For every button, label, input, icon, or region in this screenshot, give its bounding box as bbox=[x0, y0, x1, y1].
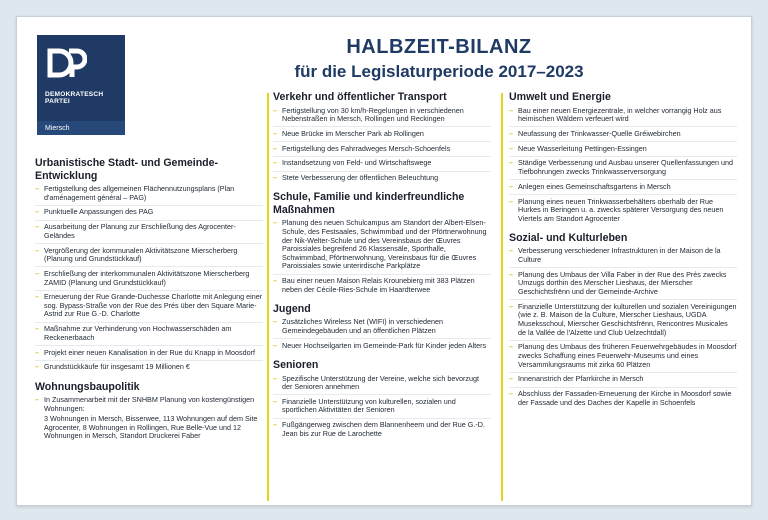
list-item-text: Stete Verbesserung der öffentlichen Beleuchtung bbox=[282, 173, 439, 183]
list-item-text: Planung des neuen Schulcampus am Standort der Albert-Elsen-Schule, des Festsaales, Schwimmbad und der Pförtnerwohnung der Nik-Welter-Schule und des Vereinsbaus der Œuvres Paroissiales begreifend 26 Klassensäle, Sporthalle, Schwimmbad, Pförtnerwohnung, Vereinsbaus für die Œuvres Paroissiales sowie unterirdische Parkplätze bbox=[282, 218, 487, 271]
logo-location: Miersch bbox=[45, 125, 70, 132]
list-item bbox=[509, 159, 737, 180]
list-item bbox=[273, 342, 491, 353]
list-item bbox=[35, 293, 263, 322]
column-2 bbox=[273, 91, 491, 447]
list-item-text: Maßnahme zur Verhinderung von Hochwasserschäden am Reckenerbaach bbox=[44, 324, 232, 342]
list-item bbox=[35, 223, 263, 244]
section-title: Senioren bbox=[273, 359, 319, 371]
list-item bbox=[509, 390, 737, 410]
list-item-detail: 3 Wohnungen in Mersch, Bisserwee, 113 Wohnungen auf dem Site Agrocenter, 8 Wohnungen in Rollingen, Rue Belle-Vue und 12 Wohnungen in Mersch, Standort Druckerei Faber bbox=[44, 414, 258, 441]
list-item-text: Planung des Umbaus der Villa Faber in der Rue des Prés zwecks Umzugs dorthin des Merscher Lieshaus, der Mierscher Geschichtsfrënn und der Gemeinde-Archive bbox=[518, 269, 727, 297]
list-item bbox=[509, 107, 737, 128]
list-item-text: Bau einer neuen Maison Relais Krounebierg mit 383 Plätzen neben der Cécile-Ries-Schule im Haardterwee bbox=[282, 276, 475, 294]
dp-logo-icon bbox=[47, 47, 87, 81]
list-item-text: Neue Brücke im Merscher Park ab Rollingen bbox=[282, 128, 424, 138]
party-name-line1: DEMOKRATESCH bbox=[45, 91, 104, 98]
party-name-line2: PARTEI bbox=[45, 98, 70, 106]
column-divider-1 bbox=[267, 93, 269, 501]
list-item bbox=[509, 247, 737, 268]
list-item-text: Vergrößerung der kommunalen Aktivitätszone Mierscherberg (Planung und Grundstückkauf) bbox=[44, 245, 238, 264]
list-item-text: Finanzielle Unterstützung der kulturellen und sozialen Vereinigungen (wie z. B. Maison de la Culture, Mierscher Lieshaus, UGDA Museksschoul, Mierscher Geschichtsfrënn, Rencontres Musicales de la Vallée de l'Alzette und Club Uelzechtdall) bbox=[518, 301, 737, 337]
section-title: Wohnungsbaupolitik bbox=[35, 380, 140, 393]
list-item bbox=[273, 398, 491, 419]
list-item bbox=[509, 343, 737, 372]
list-item-text: Verbesserung verschiedener Infrastrukturen in der Maison de la Culture bbox=[518, 246, 721, 265]
flyer-page bbox=[16, 16, 752, 506]
list-item-text: Ständige Verbesserung und Ausbau unserer Quellenfassungen und Tiefbohrungen zwecks Trinkwasserversorgung bbox=[518, 158, 733, 177]
list-item bbox=[509, 130, 737, 142]
list-item bbox=[509, 145, 737, 157]
list-item-text: Projekt einer neuen Kanalisation in der Rue du Knapp in Moosdorf bbox=[44, 347, 255, 357]
list-item bbox=[35, 185, 263, 206]
header bbox=[127, 35, 751, 83]
list-item bbox=[509, 183, 737, 195]
list-item bbox=[273, 107, 491, 128]
list-item bbox=[35, 349, 263, 361]
list-item bbox=[35, 208, 263, 220]
list-item-text: Planung des Umbaus des früheren Feuerwehrgebäudes in Moosdorf zwecks Schaffung eines Feuerwehr-Museums und eines Versammlungsraums mit zirka 60 Plätzen bbox=[518, 342, 737, 369]
list-item bbox=[273, 159, 491, 171]
section bbox=[509, 91, 737, 226]
list-item bbox=[35, 247, 263, 268]
party-name bbox=[45, 91, 103, 105]
section-list bbox=[273, 107, 491, 186]
list-item-text: Fertigstellung des Fahrradweges Mersch-Schoenfels bbox=[282, 143, 451, 153]
list-item-text: Anlegen eines Gemeinschaftsgartens in Mersch bbox=[518, 181, 671, 191]
section bbox=[273, 303, 491, 353]
list-item-text: Zusätzliches Wireless Net (WIFI) in verschiedenen Gemeindegebäuden und an öffentlichen Plätzen bbox=[282, 317, 443, 336]
party-logo bbox=[37, 35, 125, 135]
section-list bbox=[273, 375, 491, 442]
section-title: Verkehr und öffentlicher Transport bbox=[273, 91, 447, 103]
column-1 bbox=[35, 157, 263, 450]
list-item-text: Spezifische Unterstützung der Vereine, welche sich bevorzugt der Senioren annehmen bbox=[282, 373, 479, 392]
list-item-text: Bau einer neuen Energiezentrale, in welcher vorrangig Holz aus heimischen Wäldern verfeuert wird bbox=[518, 105, 722, 124]
list-item-text: Innenanstrich der Pfarrkirche in Mersch bbox=[518, 374, 644, 384]
list-item bbox=[273, 174, 491, 185]
list-item bbox=[273, 145, 491, 157]
list-item bbox=[35, 325, 263, 346]
section-list bbox=[35, 396, 263, 444]
list-item-text: Punktuelle Anpassungen des PAG bbox=[44, 207, 154, 217]
list-item-text: Erschließung der interkommunalen Aktivitätszone Mierscherberg ZAMID (Planung und Grundstückkauf) bbox=[44, 268, 250, 287]
list-item bbox=[273, 375, 491, 396]
section-list bbox=[273, 318, 491, 353]
list-item-text: Neufassung der Trinkwasser-Quelle Gréiwebirchen bbox=[518, 128, 681, 138]
list-item bbox=[35, 396, 263, 444]
column-divider-2 bbox=[501, 93, 503, 501]
list-item-text: Neuer Hochseilgarten im Gemeinde-Park für Kinder jeden Alters bbox=[282, 340, 487, 350]
list-item-text: Fertigstellung des allgemeinen Flächennutzungsplans (Plan d'aménagement général – PAG) bbox=[44, 184, 235, 202]
list-item-text: Planung eines neuen Trinkwasserbehälters oberhalb der Rue Hurkes in Beringen u. a. zwecks späterer Versorgung des neuen Viertels am Standort Agrocenter bbox=[518, 196, 724, 223]
section bbox=[273, 91, 491, 185]
list-item-text: Finanzielle Unterstützung von kulturellen, sozialen und sportlichen Aktivitäten der Senioren bbox=[282, 396, 456, 415]
section bbox=[35, 381, 263, 444]
list-item-text: Ausarbeitung der Planung zur Erschließung des Agrocenter-Geländes bbox=[44, 222, 236, 240]
section-title: Sozial- und Kulturleben bbox=[509, 231, 628, 244]
list-item bbox=[273, 277, 491, 297]
list-item-text: Grundstückkäufe für insgesamt 19 Millionen € bbox=[44, 362, 190, 372]
list-item bbox=[273, 421, 491, 441]
section-list bbox=[35, 185, 263, 375]
section bbox=[35, 157, 263, 375]
list-item-text: Erneuerung der Rue Grande-Duchesse Charlotte mit Anlegung einer sog. Bypass-Straße von der Rue des Prés über den Square Marie-Astrid zur Rue G.-D. Charlotte bbox=[44, 292, 263, 319]
section-title: Urbanistische Stadt- und Gemeinde-Entwicklung bbox=[35, 157, 219, 182]
list-item bbox=[509, 375, 737, 387]
column-3 bbox=[509, 91, 737, 416]
list-item bbox=[35, 363, 263, 374]
list-item bbox=[509, 303, 737, 341]
section-title: Jugend bbox=[273, 302, 311, 315]
list-item-text: Fußgängerweg zwischen dem Blannenheem und der Rue G.-D. Jean bis zur Rue de Larochette bbox=[282, 420, 485, 438]
page-title: HALBZEIT-BILANZ bbox=[346, 36, 532, 58]
list-item-text: Abschluss der Fassaden-Erneuerung der Kirche in Moosdorf sowie der Fassade und des Daches der Kapelle in Schoenfels bbox=[518, 389, 732, 407]
list-item-text: In Zusammenarbeit mit der SNHBM Planung von kostengünstigen Wohnungen: bbox=[44, 395, 255, 413]
list-item bbox=[273, 219, 491, 274]
list-item bbox=[273, 318, 491, 339]
section-list bbox=[509, 247, 737, 409]
section bbox=[273, 191, 491, 297]
list-item bbox=[35, 270, 263, 291]
page-subtitle: für die Legislaturperiode 2017–2023 bbox=[294, 62, 584, 81]
section bbox=[273, 359, 491, 441]
list-item bbox=[509, 271, 737, 300]
list-item-text: Fertigstellung von 30 km/h-Regelungen in verschiedenen Nebenstraßen in Mersch, Rollingen und Reckingen bbox=[282, 105, 464, 124]
section-title: Schule, Familie und kinderfreundliche Maßnahmen bbox=[273, 191, 465, 216]
section-list bbox=[509, 107, 737, 226]
list-item-text: Neue Wasserleitung Pettingen-Essingen bbox=[518, 143, 647, 153]
section bbox=[509, 232, 737, 410]
section-title: Umwelt und Energie bbox=[509, 91, 611, 103]
section-list bbox=[273, 219, 491, 297]
list-item bbox=[273, 130, 491, 142]
list-item bbox=[509, 198, 737, 226]
list-item-text: Instandsetzung von Feld- und Wirtschaftswege bbox=[282, 158, 432, 168]
